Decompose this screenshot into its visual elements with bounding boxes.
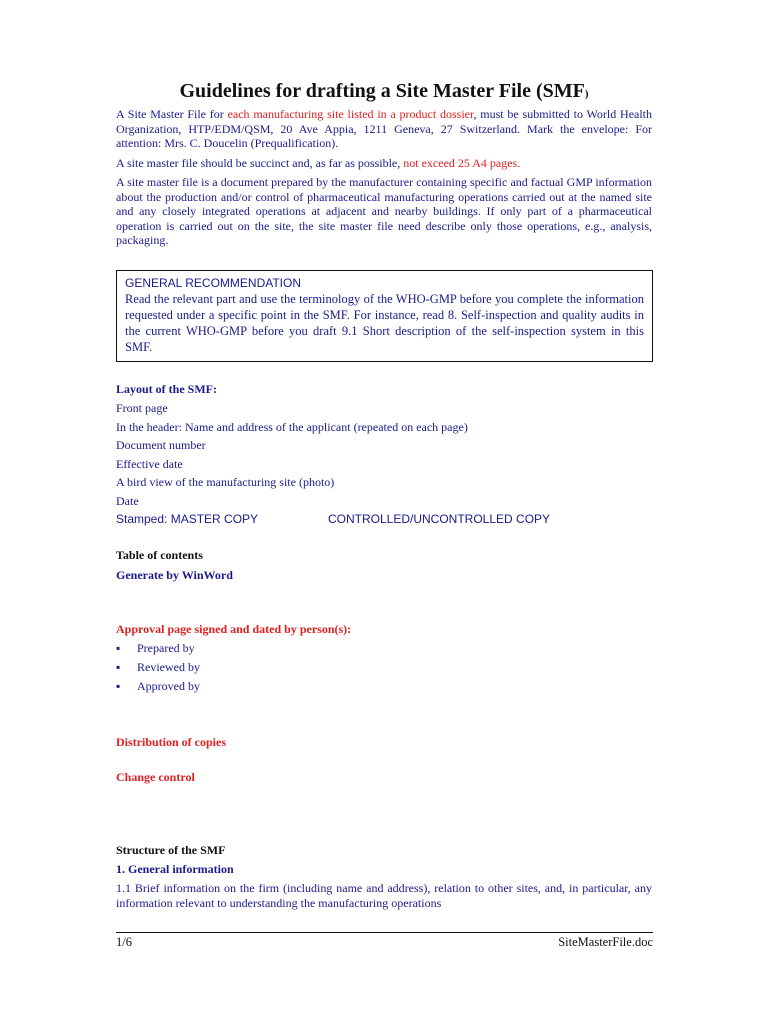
layout-item: Document number (116, 438, 206, 452)
toc-note: Generate by WinWord (116, 568, 233, 582)
change-control-heading: Change control (116, 770, 195, 784)
approval-heading: Approval page signed and dated by person(s): (116, 622, 352, 636)
layout-heading: Layout of the SMF: (116, 382, 217, 396)
highlight-page-limit: not exceed 25 A4 pages. (403, 156, 521, 170)
bullet-icon: ▪ (116, 660, 121, 674)
section-1-1-text: 1.1 Brief information on the firm (including name and address), relation to other sites, and, in particular, any information relevant to understanding the manufacturing operations (116, 881, 652, 910)
intro-paragraph-submission: A Site Master File for each manufacturing site listed in a product dossier, must be submitted to World Health Organization, HTP/EDM/QSM, 20 Ave Appia, 1211 Geneva, 27 Switzerland. Mark the envelope: For attention: Mrs. C. Doucelin (Prequalification). (116, 107, 653, 151)
stamp-master-copy: Stamped: MASTER COPY (116, 512, 259, 526)
recommendation-title: GENERAL RECOMMENDATION (125, 276, 302, 290)
layout-item: A bird view of the manufacturing site (photo) (116, 475, 335, 489)
section-general-information: 1. General information (116, 862, 234, 876)
structure-heading: Structure of the SMF (116, 843, 226, 857)
layout-item: Date (116, 494, 139, 508)
intro-paragraph-definition: A site master file is a document prepared by the manufacturer containing specific and factual GMP information about the production and/or control of pharmaceutical manufacturing operations carried out at the named site and any closely integrated operations at adjacent and nearby buildings. If only part of a pharmaceutical operation is carried out on the site, the site master file need describe only those operations, e.g., analysis, packaging. (116, 175, 652, 248)
page-title: Guidelines for drafting a Site Master File (SMF) (179, 80, 589, 102)
layout-item: Effective date (116, 457, 183, 471)
layout-item: Front page (116, 401, 168, 415)
bullet-icon: ▪ (116, 679, 121, 693)
footer-filename: SiteMasterFile.doc (558, 935, 653, 949)
bullet-icon: ▪ (116, 641, 121, 655)
recommendation-text: Read the relevant part and use the terminology of the WHO-GMP before you complete the information requested under a specific point in the SMF. For instance, read 8. Self-inspection and quality audits in the current WHO-GMP before you draft 9.1 Short description of the self-inspection system in this SMF. (125, 292, 644, 354)
stamp-controlled-copy: CONTROLLED/UNCONTROLLED COPY (328, 512, 551, 526)
approval-item: ▪ Prepared by (116, 641, 195, 655)
toc-heading: Table of contents (116, 548, 203, 562)
page-number: 1/6 (116, 935, 132, 949)
general-recommendation-box (116, 270, 653, 362)
footer-divider (116, 932, 653, 933)
approval-item: ▪ Approved by (116, 679, 200, 693)
approval-item: ▪ Reviewed by (116, 660, 200, 674)
highlight-each-site: each manufacturing site listed in a product dossier (227, 107, 474, 121)
distribution-heading: Distribution of copies (116, 735, 227, 749)
layout-item: In the header: Name and address of the applicant (repeated on each page) (116, 420, 468, 434)
intro-paragraph-length: A site master file should be succinct and, as far as possible, not exceed 25 A4 pages. (116, 156, 521, 170)
